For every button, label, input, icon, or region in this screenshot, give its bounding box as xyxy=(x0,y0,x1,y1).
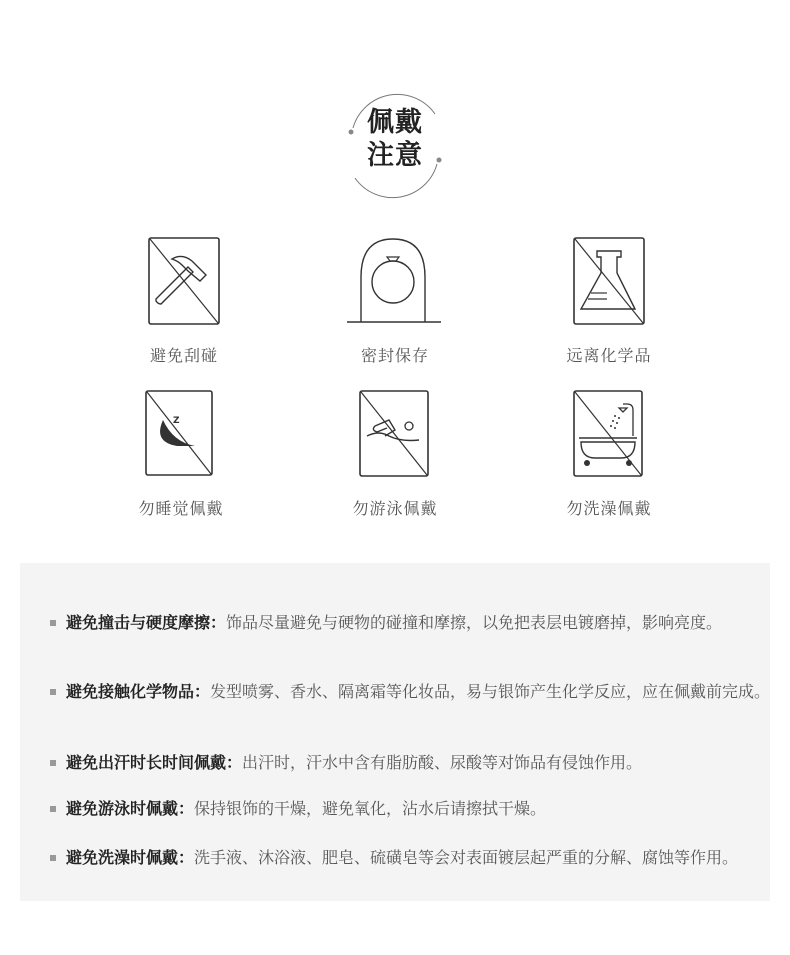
note-item xyxy=(50,751,776,775)
bullet-icon xyxy=(50,855,56,861)
note-item xyxy=(50,611,776,635)
icon-label: 避免刮碰 xyxy=(149,346,218,365)
icon-label: 勿睡觉佩戴 xyxy=(138,499,224,518)
note-text: 饰品尽量避免与硬物的碰撞和摩擦，以免把表层电镀磨掉，影响亮度。 xyxy=(226,613,723,632)
note-text: 发型喷雾、香水、隔离霜等化妆品，易与银饰产生化学反应，应在佩戴前完成。 xyxy=(210,682,771,701)
care-item-no-chemicals xyxy=(529,237,689,366)
note-item xyxy=(50,846,776,870)
note-title: 避免洗澡时佩戴： xyxy=(66,848,195,867)
sealed-ring-box-icon xyxy=(347,237,443,325)
note-text: 保持银饰的干燥，避免氧化，沾水后请擦拭干燥。 xyxy=(194,799,547,818)
note-text: 出汗时，汗水中含有脂肪酸、尿酸等对饰品有侵蚀作用。 xyxy=(242,753,643,772)
care-item-no-swim xyxy=(315,390,475,519)
note-text: 洗手液、沐浴液、肥皂、硫磺皂等会对表面镀层起严重的分解、腐蚀等作用。 xyxy=(194,848,739,867)
icon-label: 勿游泳佩戴 xyxy=(352,499,438,518)
care-item-sealed-storage xyxy=(315,237,475,366)
title-line2: 注意 xyxy=(367,140,423,171)
bullet-icon xyxy=(50,620,56,626)
no-chemical-flask-icon xyxy=(573,237,645,325)
no-sleep-icon xyxy=(145,390,217,478)
section-title-badge xyxy=(341,92,449,200)
note-title: 避免撞击与硬度摩擦： xyxy=(66,613,227,632)
no-hammer-icon xyxy=(148,237,220,325)
bullet-icon xyxy=(50,806,56,812)
title-line1: 佩戴 xyxy=(367,107,423,138)
icon-label: 密封保存 xyxy=(360,346,429,365)
no-bath-icon xyxy=(573,390,645,478)
care-item-no-scratch xyxy=(104,237,264,366)
bullet-icon xyxy=(50,689,56,695)
note-title: 避免出汗时长时间佩戴： xyxy=(66,753,243,772)
note-item xyxy=(50,680,776,704)
svg-text:Z: Z xyxy=(173,416,180,426)
care-item-no-sleep xyxy=(101,390,261,519)
no-swim-icon xyxy=(359,390,431,478)
icon-label: 远离化学品 xyxy=(566,346,652,365)
note-title: 避免游泳时佩戴： xyxy=(66,799,195,818)
care-item-no-bath xyxy=(529,390,689,519)
bullet-icon xyxy=(50,760,56,766)
svg-text:z: z xyxy=(165,427,168,433)
care-notes-panel xyxy=(20,563,770,901)
note-title: 避免接触化学物品： xyxy=(66,682,211,701)
note-item xyxy=(50,797,776,821)
icon-label: 勿洗澡佩戴 xyxy=(566,499,652,518)
